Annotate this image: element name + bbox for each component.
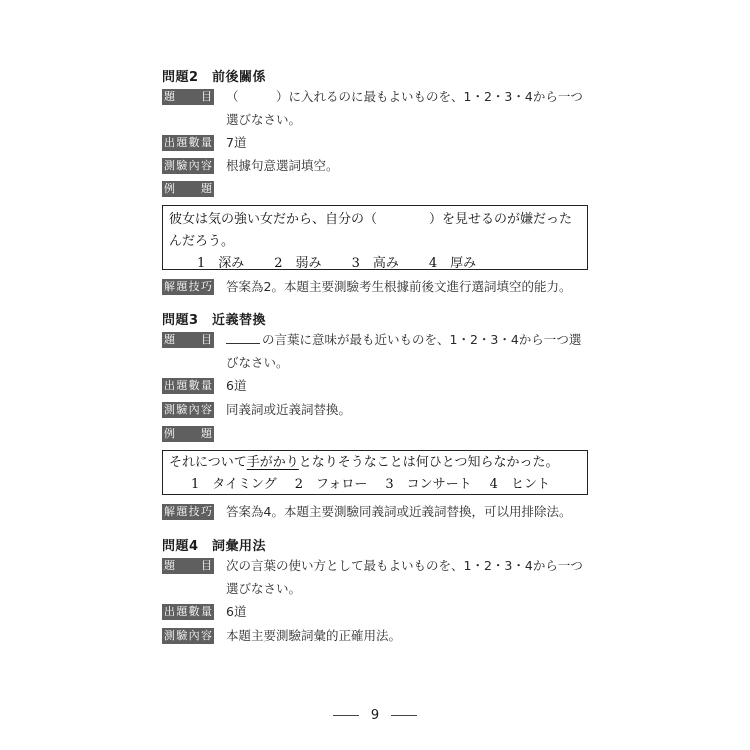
content-row (162, 627, 592, 647)
example-sentence: 彼女は気の強い女だから、自分の（ ）を見せるのが嫌だったんだろう。 (169, 212, 573, 249)
content-label: 測驗內容 (164, 403, 212, 416)
count-label: 出題數量 (164, 136, 212, 149)
content-value: 同義詞或近義詞替換。 (226, 402, 352, 417)
count-label: 出題數量 (164, 605, 212, 618)
topic-label: 題 目 (164, 559, 212, 572)
tip-label: 解題技巧 (164, 505, 212, 518)
example-label: 例 題 (164, 427, 212, 440)
underline-blank (226, 331, 260, 344)
topic-text: （ ）に入れるのに最もよいものを、1・2・3・4から一つ選びなさい。 (226, 89, 583, 127)
example-options (169, 474, 581, 496)
example-pre: それについて (169, 455, 247, 470)
count-value: 6道 (226, 604, 247, 619)
example-underlined: 手がかり (246, 455, 299, 470)
content-row (162, 401, 592, 421)
option-1: 1 タイミング (191, 477, 277, 492)
content-value: 本題主要測驗詞彙的正確用法。 (226, 628, 402, 643)
count-label: 出題數量 (164, 379, 212, 392)
topic-text (226, 328, 592, 374)
example-options (169, 253, 581, 275)
topic-row (162, 331, 592, 377)
example-post: となりそうなことは何ひとつ知らなかった。 (298, 455, 559, 470)
tip-text: 答案為4。本題主要測驗同義詞或近義詞替換，可以用排除法。 (226, 504, 572, 519)
count-value: 6道 (226, 378, 247, 393)
option-3: 3 コンサート (385, 477, 472, 492)
example-box (162, 205, 588, 270)
topic-row (162, 88, 592, 134)
topic-text-body: の言葉に意味が最も近いものを、1・2・3・4から一つ選びなさい。 (226, 332, 582, 370)
content-row (162, 157, 592, 177)
example-row (162, 425, 592, 445)
tip-text: 答案為2。本題主要測驗考生根據前後文進行選詞填空的能力。 (226, 279, 572, 294)
content-label: 測驗內容 (164, 629, 212, 642)
section-title: 問題2 前後關係 (162, 70, 267, 85)
topic-text: 次の言葉の使い方として最もよいものを、1・2・3・4から一つ選びなさい。 (226, 558, 583, 596)
option-1: 1 深み (197, 256, 245, 271)
footer-dash-left (333, 715, 359, 716)
page-number: 9 (370, 708, 380, 723)
count-row (162, 603, 592, 623)
footer-dash-right (391, 715, 417, 716)
tip-row (162, 278, 592, 298)
example-row (162, 180, 592, 200)
option-2: 2 弱み (274, 256, 322, 271)
tip-row (162, 503, 592, 523)
option-2: 2 フォロー (294, 477, 368, 492)
option-3: 3 高み (351, 256, 399, 271)
option-4: 4 厚み (428, 256, 477, 271)
topic-label: 題 目 (164, 90, 212, 103)
topic-label: 題 目 (164, 333, 212, 346)
page-footer (0, 708, 750, 723)
content-label: 測驗內容 (164, 159, 212, 172)
option-4: 4 ヒント (489, 477, 550, 492)
tip-label: 解題技巧 (164, 280, 212, 293)
count-row (162, 377, 592, 397)
content-value: 根據句意選詞填空。 (226, 158, 339, 173)
count-row (162, 134, 592, 154)
count-value: 7道 (226, 135, 247, 150)
example-sentence (169, 452, 581, 474)
section-title: 問題4 詞彙用法 (162, 539, 267, 554)
section-title: 問題3 近義替換 (162, 313, 267, 328)
example-box (162, 450, 588, 495)
topic-row (162, 557, 592, 603)
example-label: 例 題 (164, 182, 212, 195)
